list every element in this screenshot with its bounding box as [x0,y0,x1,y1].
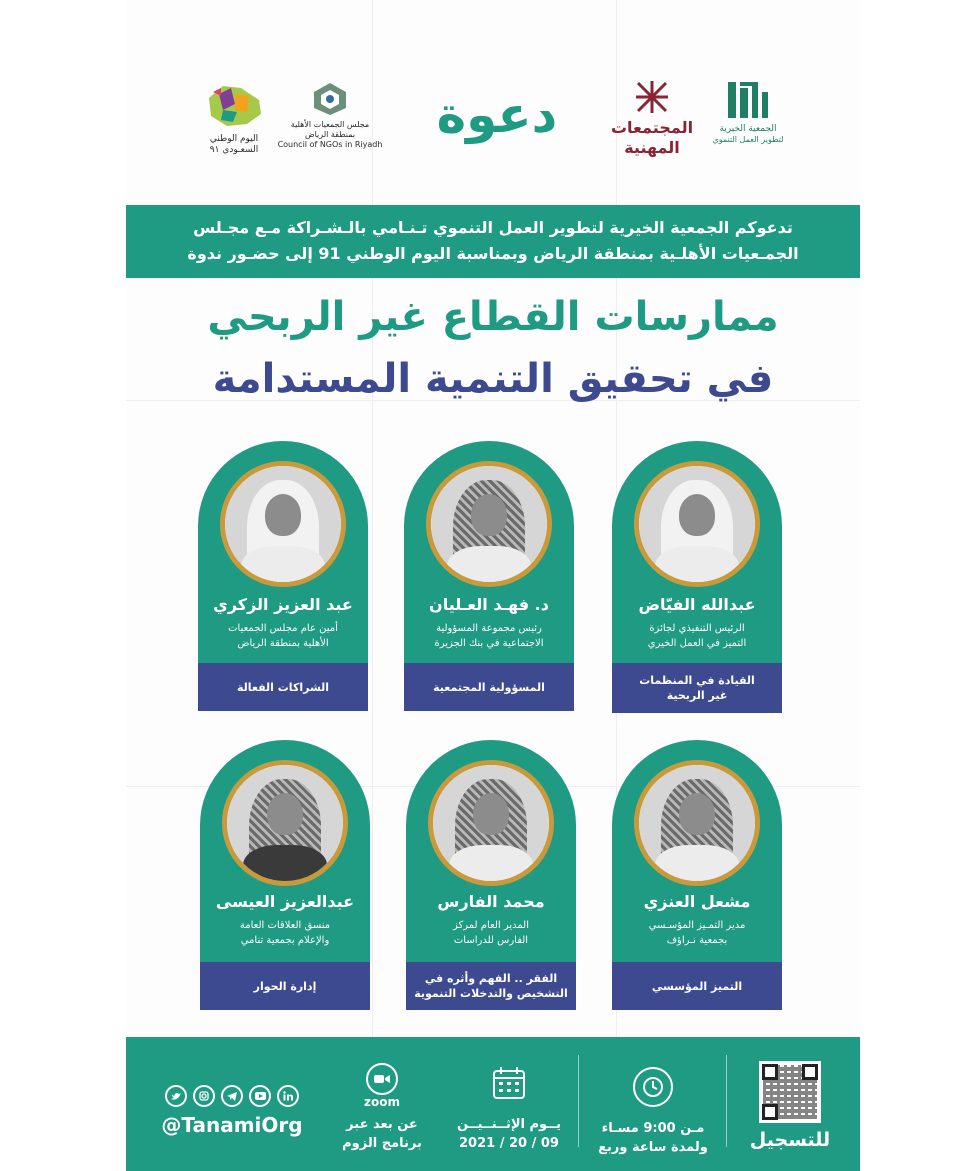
speaker-photo-frame [634,760,760,886]
speaker-photo [431,466,547,582]
date-block [444,1037,574,1171]
calendar-icon [491,1065,527,1101]
clock-icon [633,1067,673,1107]
speaker-photo-frame [634,461,760,587]
social-handle[interactable]: @TanamiOrg [161,1113,303,1137]
social-icons [152,1085,312,1107]
tanami-line2: لتطوير العمل التنموي [712,135,784,144]
speaker-photo-frame [428,760,554,886]
speaker-name: عبد العزيز الزكري [213,595,353,614]
speaker-topic-line1: الفقر .. الفهم وأثره في [424,972,558,985]
footer-divider [726,1055,727,1147]
speaker-card [404,441,574,711]
intro-line2: الجمـعيات الأهلـية بمنطقة الرياض وبمناسبة اليوم الوطني 91 إلى حضـور ندوة [187,244,799,263]
speaker-name: محمد الفارس [437,892,545,911]
headline-line1: ممارسات القطاع غير الربحي [207,294,779,340]
speaker-role-line2: التميز في العمل الخيري [647,638,747,649]
video-camera-icon [366,1063,398,1095]
speaker-photo [639,466,755,582]
date-line1: يــوم الإثــنــيــن [457,1117,561,1132]
council-logo [274,82,386,150]
speaker-topic-line1: القيادة في المنظمات [639,674,755,687]
speaker-role-line1: المدير العام لمركز [452,920,530,931]
background-line [372,0,373,1171]
speaker-card [612,441,782,713]
council-line1: مجلس الجمعيات الأهلية [290,120,370,129]
speaker-photo-frame [220,461,346,587]
speaker-topic-line2: التشخيص والتدخلات التنموية [414,987,568,1000]
tanami-logo [708,80,788,145]
speaker-role-line1: منسق العلاقات العامة [239,920,331,931]
speaker-card [200,740,370,1010]
speaker-card [198,441,368,711]
lattice-emblem-icon [635,80,669,114]
speaker-role-line2: والإعلام بجمعية تنامي [240,935,330,946]
headline-line2: في تحقيق التنمية المستدامة [212,356,774,402]
speaker-role-line2: بجمعية نـراؤف [666,935,728,946]
telegram-icon[interactable] [221,1085,243,1107]
speaker-topic: الشراكات الفعالة [198,663,368,711]
speaker-role [618,918,776,948]
invitation-title: دعوة [436,86,558,144]
speaker-role-line1: أمين عام مجلس الجمعيات [228,623,338,634]
register-label: للتسجيل [749,1129,831,1151]
speaker-role-line2: الفارس للدراسات [453,935,529,946]
time-line1: مـن 9:00 مسـاء [601,1121,705,1136]
speaker-role-line1: مدير التمـيز المؤسـسي [648,920,746,931]
tanami-emblem-icon [726,80,770,120]
remote-line1: عن بعد عبر [346,1117,418,1132]
speaker-name: د. فهـد العـليان [429,595,549,614]
speaker-role [206,918,364,948]
speaker-role-line1: الرئيس التنفيذي لجائزة [649,623,745,634]
qr-code[interactable] [759,1061,821,1123]
council-line2: بمنطقة الرياض [304,130,356,139]
zoom-block [332,1037,432,1171]
register-block[interactable] [732,1037,848,1171]
instagram-icon[interactable] [193,1085,215,1107]
speaker-topic: المسؤولية المجتمعية [404,663,574,711]
speaker-name: عبدالعزيز العيسى [215,892,355,911]
speaker-topic [406,962,576,1010]
footer-bar [126,1037,860,1171]
speaker-card [406,740,576,1010]
twitter-icon[interactable] [165,1085,187,1107]
remote-line2: برنامج الزوم [342,1136,422,1151]
speaker-photo [225,466,341,582]
council-line3: Council of NGOs in Riyadh [277,140,383,149]
speaker-role [204,621,362,651]
speaker-topic: التميز المؤسسي [612,962,782,1010]
national-day-line1: اليوم الوطني [209,134,259,144]
professional-communities-logo [606,80,698,158]
speaker-photo-frame [222,760,348,886]
zoom-label: zoom [364,1095,400,1109]
speaker-topic: إدارة الحوار [200,962,370,1010]
tanami-line1: الجمعية الخيرية [719,124,777,134]
speaker-photo [433,765,549,881]
speaker-role [412,918,570,948]
intro-banner [126,205,860,278]
intro-line1: تدعوكم الجمعية الخيرية لتطوير العمل التنموي تـنـامي بالـشـراكة مـع مجـلس [193,218,793,237]
speaker-role [410,621,568,651]
footer-divider [578,1055,579,1147]
date-line2: 2021 / 20 / 09 [459,1136,559,1151]
speaker-role-line2: الأهلية بمنطقة الرياض [237,638,329,649]
speaker-photo [639,765,755,881]
speaker-topic [612,663,782,713]
professional-line2: المهنية [624,138,680,157]
invitation-poster [126,0,860,1171]
speaker-card [612,740,782,1010]
speaker-role-line1: رئيس مجموعة المسؤولية [436,623,542,634]
council-emblem-icon [312,82,348,116]
speaker-photo [227,765,343,881]
time-block [586,1037,720,1171]
speaker-role-line2: الاجتماعية في بنك الجزيرة [434,638,544,649]
national-day-logo [196,80,272,156]
social-block [152,1037,312,1171]
speaker-photo-frame [426,461,552,587]
speaker-name: عبدالله الفيّاض [638,595,756,614]
speaker-name: مشعل العنزي [643,892,751,911]
national-day-line2: السعـودي ٩١ [209,145,259,155]
youtube-icon[interactable] [249,1085,271,1107]
linkedin-icon[interactable] [277,1085,299,1107]
professional-line1: المجتمعات [610,118,694,137]
national-day-emblem-icon [201,80,267,130]
speaker-role [618,621,776,651]
time-line2: ولمدة ساعة وربع [598,1140,708,1155]
speaker-topic-line2: غير الربحية [666,689,728,702]
